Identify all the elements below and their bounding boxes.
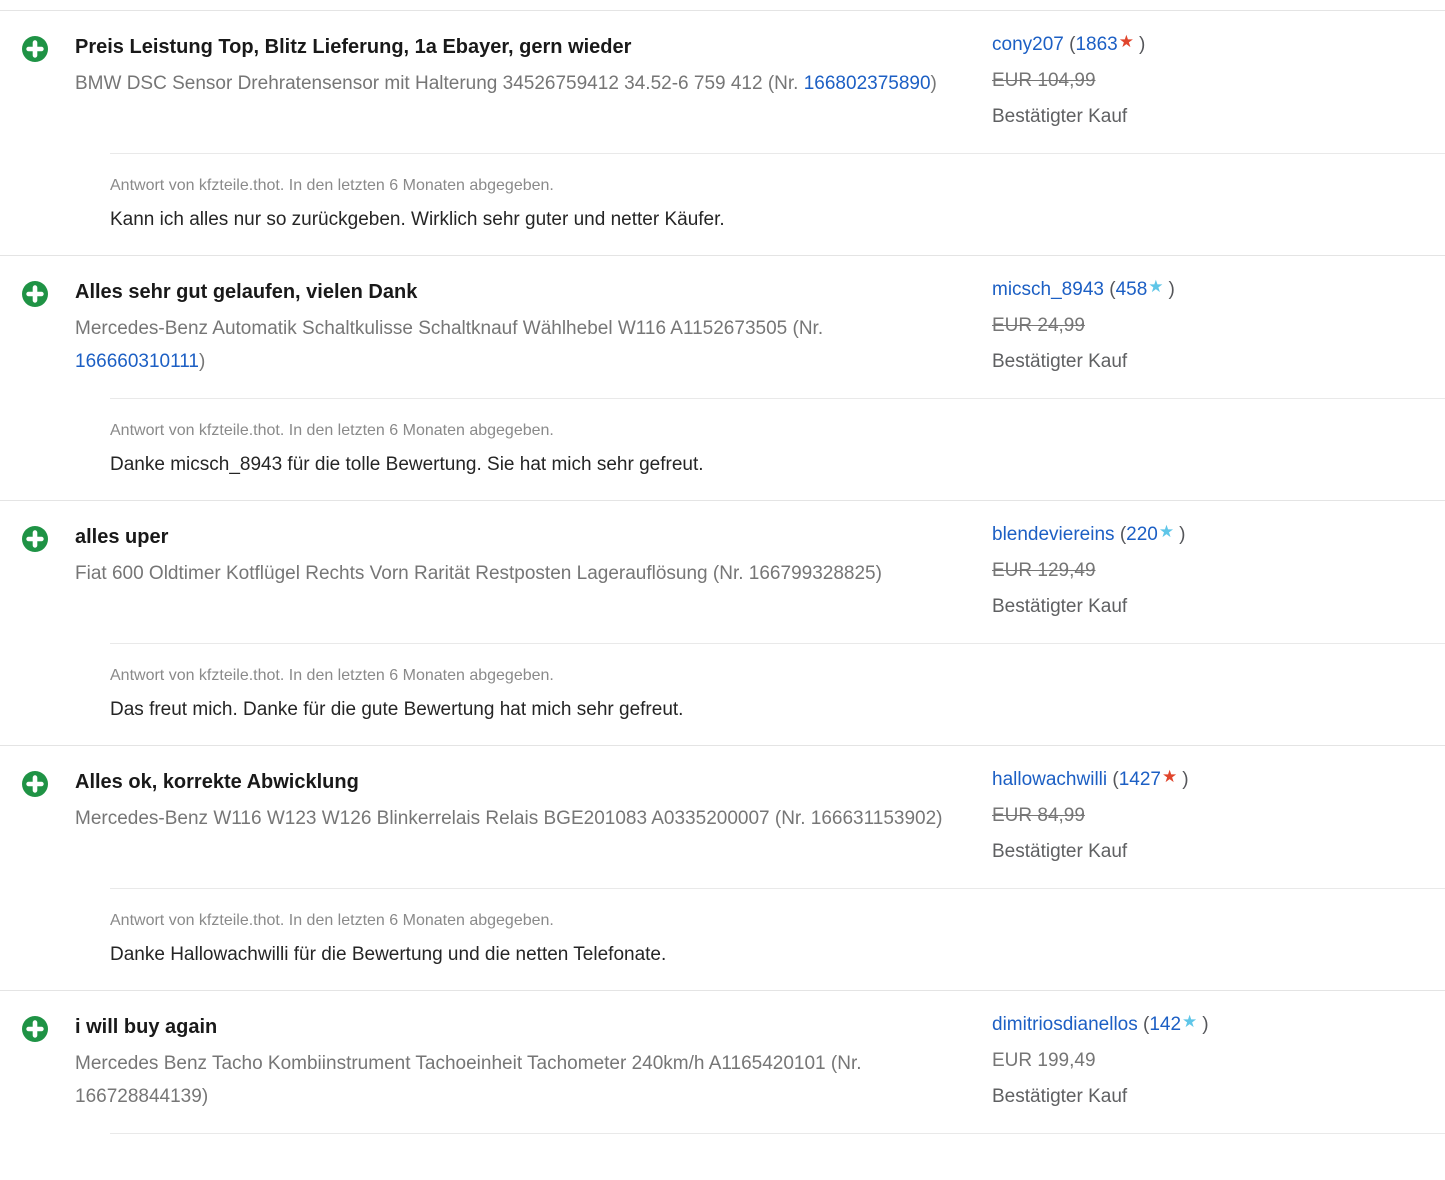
- price: EUR 104,99: [992, 70, 1096, 91]
- feedback-count-link[interactable]: 142: [1149, 1014, 1182, 1035]
- item-description: [75, 67, 955, 100]
- positive-feedback-icon: [22, 1016, 48, 1042]
- paren-close: ): [1179, 524, 1186, 545]
- item-description-suffix: ): [936, 808, 943, 829]
- paren-open: (: [1112, 769, 1119, 790]
- price: EUR 24,99: [992, 315, 1085, 336]
- item-description-text: Mercedes-Benz Automatik Schaltkulisse Schaltknauf Wählhebel W116 A1152673505 (Nr.: [75, 318, 824, 339]
- item-description-text: Mercedes Benz Tacho Kombiinstrument Tachoeinheit Tachometer 240km/h A1165420101 (Nr.: [75, 1053, 862, 1074]
- confirmed-purchase-label: Bestätigter Kauf: [992, 841, 1128, 862]
- positive-feedback-icon: [22, 526, 48, 552]
- item-description: [75, 557, 955, 590]
- reply-meta: Antwort von kfzteile.thot. In den letzten 6 Monaten abgegeben.: [110, 667, 554, 684]
- item-number: 166728844139: [75, 1086, 202, 1107]
- feedback-list: [0, 10, 1445, 1180]
- item-description-suffix: ): [875, 563, 882, 584]
- feedback-entry: [0, 990, 1445, 1180]
- seller-reply: [110, 1133, 1445, 1180]
- feedback-type-column: [22, 1015, 75, 1115]
- feedback-entry: [0, 10, 1445, 255]
- feedback-count-link[interactable]: 458: [1115, 279, 1148, 300]
- feedback-meta-column: [992, 27, 1445, 135]
- reply-meta: Antwort von kfzteile.thot. In den letzten 6 Monaten abgegeben.: [110, 177, 554, 194]
- item-number: 166631153902: [810, 808, 937, 829]
- paren-close: ): [1182, 769, 1189, 790]
- feedback-main-column: [75, 280, 992, 380]
- feedback-type-column: [22, 525, 75, 625]
- item-description: [75, 802, 955, 835]
- buyer-line: [992, 1007, 1445, 1043]
- item-description-suffix: ): [198, 351, 206, 372]
- buyer-link[interactable]: hallowachwilli: [992, 769, 1108, 790]
- paren-open: (: [1119, 524, 1127, 545]
- reply-meta: Antwort von kfzteile.thot. In den letzten 6 Monaten abgegeben.: [110, 912, 554, 929]
- feedback-main-column: [75, 1015, 992, 1115]
- feedback-type-column: [22, 35, 75, 135]
- confirmed-purchase-label: Bestätigter Kauf: [992, 596, 1128, 617]
- feedback-main-column: [75, 525, 992, 625]
- feedback-star-icon: ★: [1118, 32, 1134, 51]
- paren-close: ): [1138, 34, 1146, 55]
- feedback-type-column: [22, 280, 75, 380]
- feedback-entry: [0, 500, 1445, 745]
- buyer-line: [992, 272, 1445, 308]
- seller-reply: [110, 153, 1445, 255]
- paren-close: ): [1202, 1014, 1209, 1035]
- seller-reply: [110, 643, 1445, 745]
- confirmed-purchase-label: Bestätigter Kauf: [992, 1086, 1128, 1107]
- buyer-line: [992, 517, 1445, 553]
- buyer-link[interactable]: dimitriosdianellos: [992, 1014, 1138, 1035]
- price: EUR 84,99: [992, 805, 1085, 826]
- confirmed-purchase-label: Bestätigter Kauf: [992, 351, 1128, 372]
- item-description-suffix: ): [201, 1086, 209, 1107]
- positive-feedback-icon: [22, 771, 48, 797]
- buyer-link[interactable]: cony207: [992, 34, 1064, 55]
- feedback-count-link[interactable]: 1427: [1118, 769, 1161, 790]
- feedback-main-column: [75, 770, 992, 870]
- feedback-meta-column: [992, 762, 1445, 870]
- price: EUR 199,49: [992, 1050, 1096, 1071]
- reply-text: Das freut mich. Danke für die gute Bewertung hat mich sehr gefreut.: [110, 699, 684, 720]
- feedback-meta-column: [992, 272, 1445, 380]
- feedback-title: Alles sehr gut gelaufen, vielen Dank: [75, 281, 418, 303]
- item-description-text: Mercedes-Benz W116 W123 W126 Blinkerrelais Relais BGE201083 A0335200007 (Nr.: [75, 808, 811, 829]
- paren-close: ): [1168, 279, 1175, 300]
- feedback-star-icon: ★: [1182, 1012, 1198, 1031]
- feedback-title: i will buy again: [75, 1016, 218, 1038]
- positive-feedback-icon: [22, 36, 48, 62]
- buyer-line: [992, 762, 1445, 798]
- item-description: [75, 312, 955, 378]
- feedback-main-column: [75, 35, 992, 135]
- reply-text: Danke Hallowachwilli für die Bewertung und die netten Telefonate.: [110, 944, 667, 965]
- feedback-star-icon: ★: [1162, 767, 1178, 786]
- buyer-line: [992, 27, 1445, 63]
- reply-text: Danke micsch_8943 für die tolle Bewertung. Sie hat mich sehr gefreut.: [110, 454, 704, 475]
- feedback-star-icon: ★: [1148, 277, 1164, 296]
- feedback-count-link[interactable]: 1863: [1075, 34, 1118, 55]
- feedback-title: alles uper: [75, 526, 169, 548]
- paren-open: (: [1143, 1014, 1150, 1035]
- paren-open: (: [1069, 34, 1076, 55]
- feedback-title: Alles ok, korrekte Abwicklung: [75, 771, 359, 793]
- feedback-meta-column: [992, 1007, 1445, 1115]
- price: EUR 129,49: [992, 560, 1096, 581]
- feedback-star-icon: ★: [1158, 522, 1175, 541]
- feedback-entry: [0, 745, 1445, 990]
- positive-feedback-icon: [22, 281, 48, 307]
- feedback-count-link[interactable]: 220: [1126, 524, 1158, 545]
- item-number: 166799328825: [748, 563, 876, 584]
- confirmed-purchase-label: Bestätigter Kauf: [992, 106, 1128, 127]
- item-description-text: BMW DSC Sensor Drehratensensor mit Halterung 34526759412 34.52-6 759 412 (Nr.: [75, 73, 804, 94]
- reply-text: Kann ich alles nur so zurückgeben. Wirklich sehr guter und netter Käufer.: [110, 209, 725, 230]
- item-description: [75, 1047, 955, 1113]
- item-description-text: Fiat 600 Oldtimer Kotflügel Rechts Vorn Rarität Restposten Lagerauflösung (Nr.: [75, 563, 749, 584]
- buyer-link[interactable]: micsch_8943: [992, 279, 1104, 300]
- seller-reply: [110, 888, 1445, 990]
- seller-reply: [110, 398, 1445, 500]
- reply-meta: Antwort von kfzteile.thot. In den letzten 6 Monaten abgegeben.: [110, 422, 554, 439]
- paren-open: (: [1109, 279, 1116, 300]
- feedback-meta-column: [992, 517, 1445, 625]
- item-number[interactable]: 166660310111: [75, 351, 199, 372]
- buyer-link[interactable]: blendeviereins: [992, 524, 1115, 545]
- feedback-entry: [0, 255, 1445, 500]
- feedback-type-column: [22, 770, 75, 870]
- item-number[interactable]: 166802375890: [803, 73, 931, 94]
- item-description-suffix: ): [930, 73, 937, 94]
- feedback-title: Preis Leistung Top, Blitz Lieferung, 1a Ebayer, gern wieder: [75, 36, 632, 58]
